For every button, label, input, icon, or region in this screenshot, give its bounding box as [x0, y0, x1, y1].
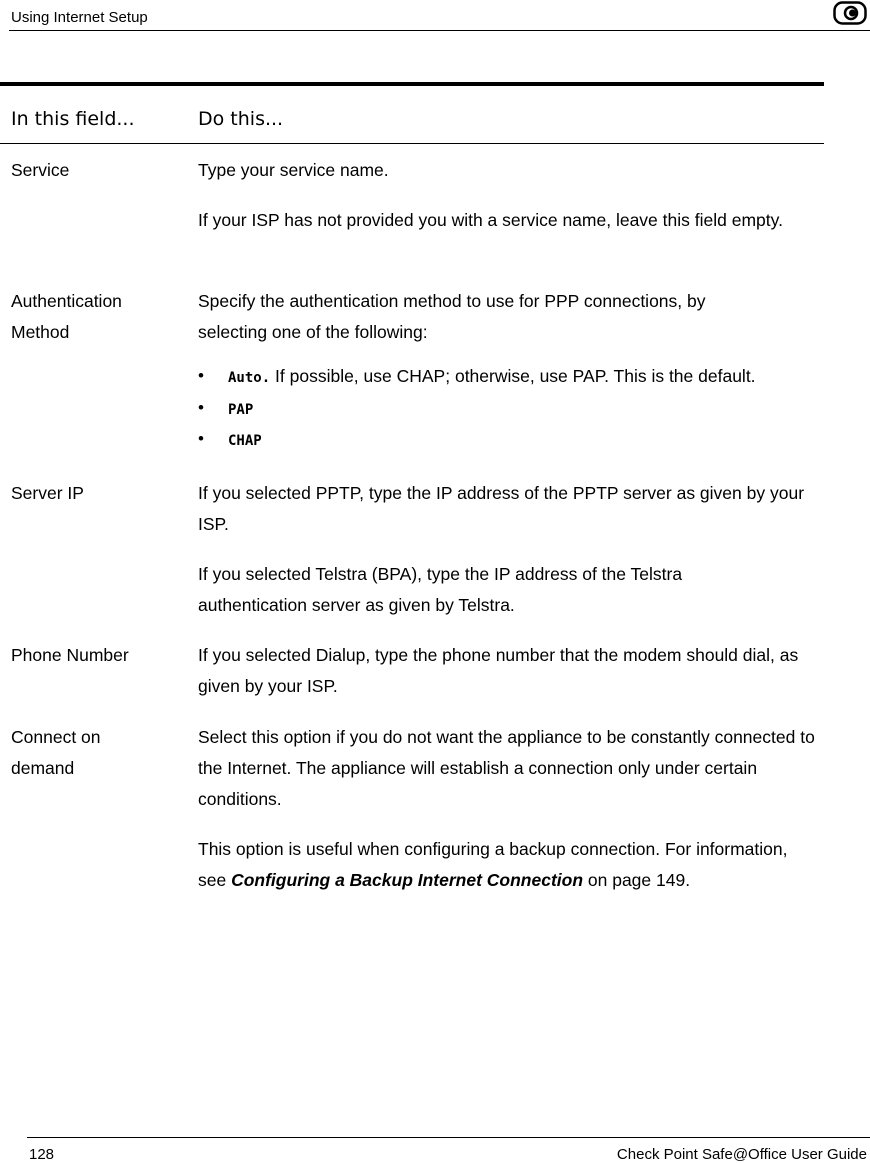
table-header-rule: [0, 143, 824, 144]
page-number: 128: [29, 1146, 55, 1163]
option-name: Auto.: [228, 370, 271, 386]
list-item: [198, 398, 758, 420]
table-top-rule: [0, 82, 824, 86]
desc-text: This option is useful when configuring a backup connection. For information, see: [198, 839, 788, 890]
auth-desc: Specify the authentication method to use for PPP connections, by selecting one of the following:: [198, 291, 706, 342]
phone-number-desc: If you selected Dialup, type the phone number that the modem should dial, as given by your ISP.: [198, 645, 799, 696]
field-phone-number: Phone Number: [11, 645, 129, 665]
column-header-field: In this field...: [11, 108, 135, 130]
field-server-ip: Server IP: [11, 483, 84, 503]
field-authentication-method: Authentication Method: [11, 291, 122, 342]
column-header-action: Do this...: [198, 108, 284, 130]
server-ip-desc-1: If you selected PPTP, type the IP address of the PPTP server as given by your ISP.: [198, 483, 805, 534]
auth-options-list: [198, 366, 758, 451]
cross-reference-link[interactable]: Configuring a Backup Internet Connection: [231, 870, 584, 890]
guide-title: Check Point Safe@Office User Guide: [616, 1146, 867, 1163]
list-item: [198, 366, 758, 388]
footer-rule: [27, 1137, 870, 1138]
checkpoint-logo-icon: [833, 1, 867, 25]
desc-text: on page 149.: [583, 870, 691, 890]
connect-on-demand-desc-1: Select this option if you do not want the appliance to be constantly connected to the Internet. The appliance will establish a connection only under certain conditions.: [198, 727, 815, 809]
server-ip-desc-2: If you selected Telstra (BPA), type the IP address of the Telstra authentication server as given by Telstra.: [198, 564, 683, 615]
option-name: CHAP: [228, 433, 262, 449]
service-desc-2: If your ISP has not provided you with a service name, leave this field empty.: [198, 210, 783, 230]
header-title: Using Internet Setup: [11, 9, 148, 26]
option-name: PAP: [228, 402, 254, 418]
field-service: Service: [11, 160, 70, 180]
service-desc-1: Type your service name.: [198, 160, 389, 180]
list-item: [198, 429, 758, 451]
header-rule: [9, 30, 870, 31]
connect-on-demand-desc-2: [198, 834, 798, 896]
option-text: If possible, use CHAP; otherwise, use PAP. This is the default.: [270, 366, 756, 386]
field-connect-on-demand: Connect on demand: [11, 727, 101, 778]
